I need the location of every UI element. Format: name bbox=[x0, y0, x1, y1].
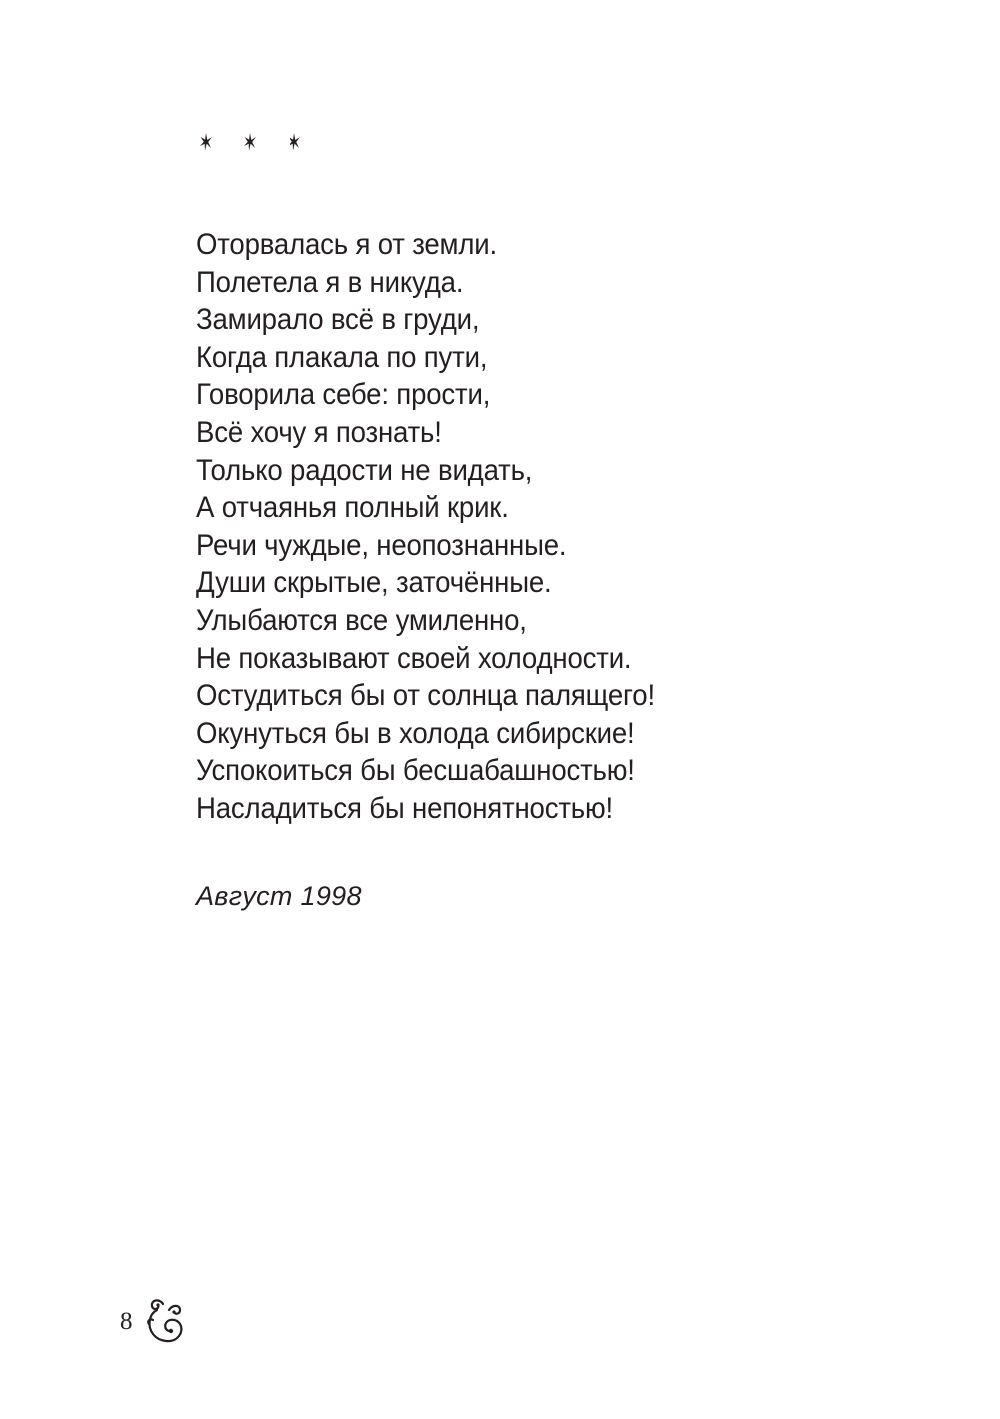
poem-line: Остудиться бы от солнца палящего! bbox=[196, 679, 655, 713]
asterisk-icon bbox=[290, 132, 336, 154]
poem-line: Когда плакала по пути, bbox=[196, 340, 488, 374]
asterisk-icon bbox=[198, 132, 244, 154]
poem-date: Август 1998 bbox=[196, 881, 362, 911]
poem-line: Всё хочу я познать! bbox=[196, 415, 442, 449]
poem-line: Улыбаются все умиленно, bbox=[196, 603, 527, 637]
section-divider-asterisks bbox=[198, 132, 336, 154]
page-footer bbox=[120, 1296, 189, 1348]
poem-line: Речи чуждые, неопознанные. bbox=[196, 528, 567, 562]
poem-line: А отчаянья полный крик. bbox=[196, 491, 509, 525]
poem-line: Души скрытые, заточённые. bbox=[196, 566, 552, 600]
poem-line: Только радости не видать, bbox=[196, 453, 533, 487]
poem-line: Окунуться бы в холода сибирские! bbox=[196, 716, 635, 750]
poem-text bbox=[196, 226, 695, 828]
poem-line: Полетела я в никуда. bbox=[196, 265, 464, 299]
poem-line: Говорила себе: прости, bbox=[196, 378, 491, 412]
poem-line: Оторвалась я от земли. bbox=[196, 228, 497, 261]
page-number: 8 bbox=[120, 1308, 133, 1335]
poem-line: Не показывают своей холодности. bbox=[196, 641, 632, 675]
flourish-ornament-icon bbox=[143, 1296, 189, 1348]
asterisk-icon bbox=[244, 132, 290, 154]
poem-line: Насладиться бы непонятностью! bbox=[196, 791, 613, 825]
poem-line: Успокоиться бы бесшабашностью! bbox=[196, 754, 635, 788]
poem-line: Замирало всё в груди, bbox=[196, 303, 480, 337]
